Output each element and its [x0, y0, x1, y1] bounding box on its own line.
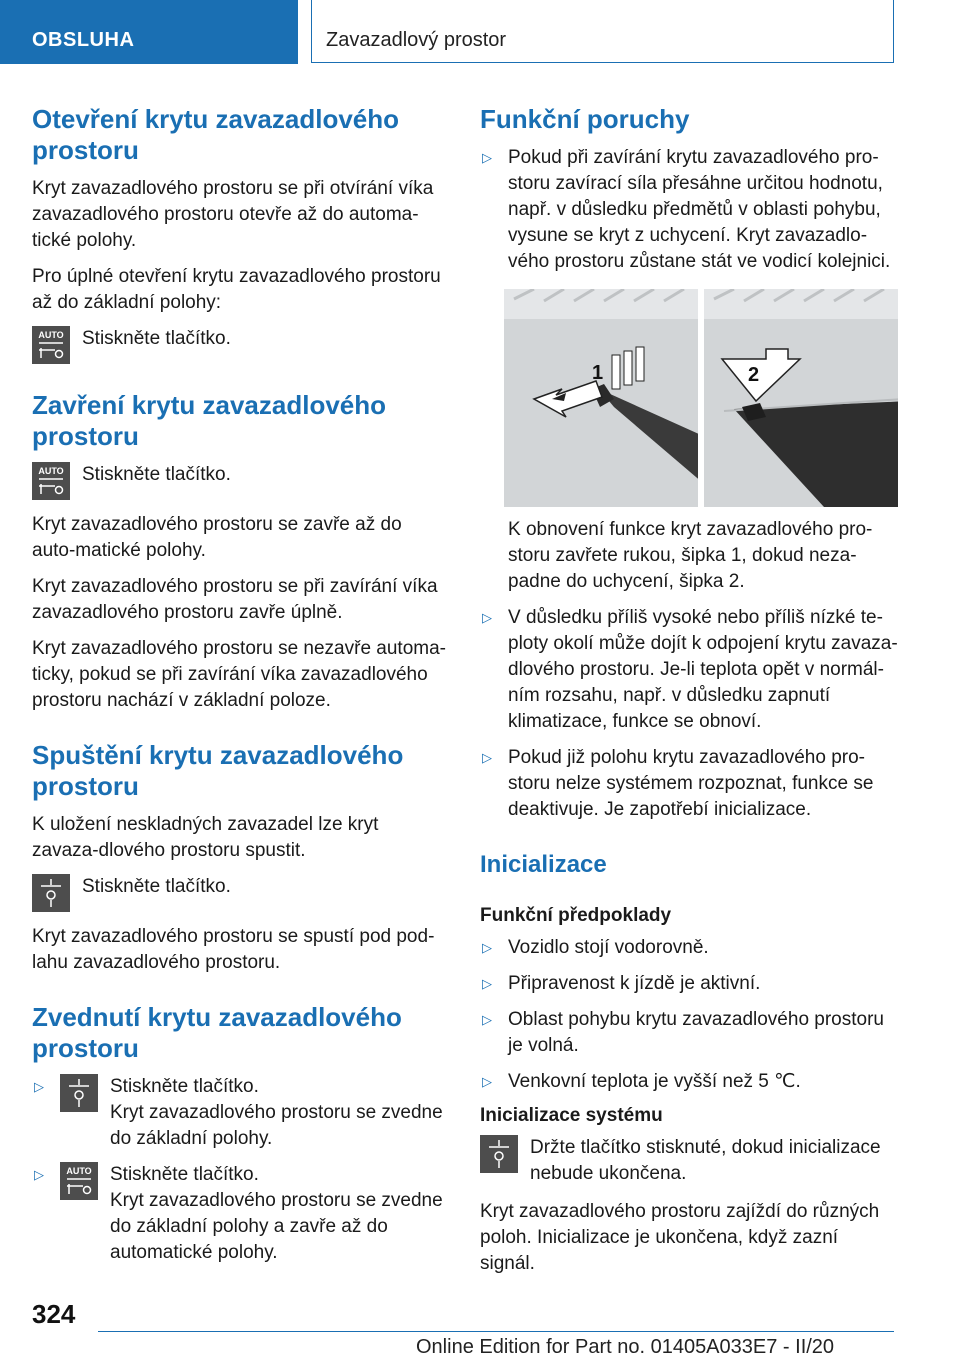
- button-instruction-text: Stiskněte tlačítko.: [110, 1076, 259, 1097]
- arrow-label-2: 2: [748, 364, 760, 386]
- bullet-triangle-icon: ▷: [482, 1012, 492, 1027]
- bullet-triangle-icon: ▷: [482, 750, 492, 765]
- paragraph: Pro úplné otevření krytu zavazadlového prostoru až do základní polohy:: [32, 266, 441, 313]
- auto-button-icon: [32, 326, 70, 364]
- svg-text:AUTO: AUTO: [66, 1166, 92, 1176]
- list-item: [480, 745, 898, 823]
- list-item-text: Oblast pohybu krytu zavazadlového prostoru je volná.: [508, 1009, 884, 1056]
- list-item-text: Kryt zavazadlového prostoru se zvedne do základní polohy.: [110, 1102, 443, 1149]
- section-title-open: Otevření krytu zavazadlového prostoru: [32, 104, 400, 165]
- bullet-triangle-icon: ▷: [482, 150, 492, 165]
- bullet-triangle-icon: ▷: [34, 1079, 44, 1094]
- list-item: [480, 971, 898, 997]
- button-instruction: [60, 1162, 446, 1266]
- bullet-triangle-icon: ▷: [482, 610, 492, 625]
- button-instruction-text: Stiskněte tlačítko.: [82, 876, 231, 897]
- footer-divider: [98, 1331, 894, 1332]
- prerequisites-list: [480, 935, 898, 1095]
- header-section-label: OBSLUHA: [32, 29, 135, 51]
- section-title-raise: Zvednutí krytu zavazadlového prostoru: [32, 1002, 402, 1063]
- malfunctions-list: [480, 145, 898, 823]
- button-instruction: [32, 874, 446, 912]
- list-item: [480, 605, 898, 735]
- paragraph: Kryt zavazadlového prostoru se zavře až do auto-matické polohy.: [32, 514, 402, 561]
- list-item: [480, 145, 898, 595]
- list-item-text: Kryt zavazadlového prostoru se zvedne do základní polohy a zavře až do automatické polohy.: [110, 1190, 443, 1263]
- subheading-system-init: Inicializace systému: [480, 1105, 663, 1126]
- lower-cover-button-icon: [480, 1135, 518, 1173]
- paragraph: K uložení neskladných zavazadel lze kryt zavaza-dlového prostoru spustit.: [32, 814, 379, 861]
- bullet-triangle-icon: ▷: [482, 976, 492, 991]
- arrow-label-1: 1: [592, 362, 604, 384]
- illustration-caption: K obnovení funkce kryt zavazadlového pro-storu zavřete rukou, šipka 1, dokud neza-padne do uchycení, šipka 2.: [508, 519, 873, 592]
- button-instruction: [480, 1135, 898, 1187]
- footer-edition: Online Edition for Part no. 01405A033E7 - II/20: [416, 1336, 835, 1358]
- section-title-malfunctions: Funkční poruchy: [480, 104, 690, 134]
- svg-text:AUTO: AUTO: [38, 330, 64, 340]
- paragraph: Kryt zavazadlového prostoru se při zavírání víka zavazadlového prostoru zavře úplně.: [32, 576, 438, 623]
- button-instruction: [32, 462, 446, 500]
- list-item: [32, 1074, 446, 1152]
- header-section-tab: [0, 0, 298, 64]
- bullet-triangle-icon: ▷: [482, 940, 492, 955]
- section-title-close: Zavření krytu zavazadlového prostoru: [32, 390, 387, 451]
- list-item: [480, 1069, 898, 1095]
- left-column: [32, 104, 446, 1276]
- subheading-prerequisites: Funkční předpoklady: [480, 905, 672, 926]
- header-chapter-box: [311, 0, 894, 63]
- paragraph: Kryt zavazadlového prostoru zajíždí do různých poloh. Inicializace je ukončena, když zazní signál.: [480, 1201, 880, 1274]
- list-item: [32, 1162, 446, 1266]
- list-item: [480, 1007, 898, 1059]
- button-instruction-text: Držte tlačítko stisknuté, dokud inicializace nebude ukončena.: [530, 1137, 881, 1184]
- right-column: [480, 104, 898, 1287]
- paragraph: Kryt zavazadlového prostoru se při otvírání víka zavazadlového prostoru otevře až do automa-tické polohy.: [32, 178, 434, 251]
- illustration: [504, 289, 898, 507]
- bullet-triangle-icon: ▷: [482, 1074, 492, 1089]
- svg-text:AUTO: AUTO: [38, 466, 64, 476]
- lower-cover-button-icon: [60, 1074, 98, 1112]
- list-item-text: Připravenost k jízdě je aktivní.: [508, 973, 761, 994]
- lower-cover-button-icon: [32, 874, 70, 912]
- section-title-lower: Spuštění krytu zavazadlového prostoru: [32, 740, 404, 801]
- section-title-initialization: Inicializace: [480, 851, 607, 878]
- button-instruction-text: Stiskněte tlačítko.: [110, 1164, 259, 1185]
- auto-button-icon: [32, 462, 70, 500]
- button-instruction-text: Stiskněte tlačítko.: [82, 464, 231, 485]
- button-instruction: [60, 1074, 446, 1152]
- paragraph: Kryt zavazadlového prostoru se spustí pod pod-lahu zavazadlového prostoru.: [32, 926, 435, 973]
- list-item-text: Pokud při zavírání krytu zavazadlového pro-storu zavírací síla přesáhne určitou hodnotu, např. v důsledku předmětů v oblasti pohybu, vysune se kryt z uchycení. Kryt zavazadlo-vého prostoru zůstane stát ve vodicí kolejnici.: [508, 147, 891, 272]
- header-chapter-label: Zavazadlový prostor: [326, 29, 507, 51]
- list-item: [480, 935, 898, 961]
- list-item-text: V důsledku příliš vysoké nebo příliš nízké te-ploty okolí může dojít k odpojení krytu zavaza-dlového prostoru. Je-li teplota opět v normál-ním rozsahu, např. v důsledku zapnutí klimatizace, funkce se obnoví.: [508, 607, 898, 732]
- paragraph: Kryt zavazadlového prostoru se nezavře automa-ticky, pokud se při zavírání víka zavazadlového prostoru nachází v základní poloze.: [32, 638, 446, 711]
- bullet-triangle-icon: ▷: [34, 1167, 44, 1182]
- raise-steps-list: [32, 1074, 446, 1266]
- auto-button-icon: [60, 1162, 98, 1200]
- illustration-panel-2: [704, 289, 898, 507]
- button-instruction-text: Stiskněte tlačítko.: [82, 328, 231, 349]
- illustration-panel-1: [504, 289, 698, 507]
- page-number: 324: [32, 1299, 76, 1329]
- list-item-text: Venkovní teplota je vyšší než 5 ℃.: [508, 1071, 801, 1092]
- list-item-text: Pokud již polohu krytu zavazadlového pro-storu nelze systémem rozpoznat, funkce se deaktivuje. Je zapotřebí inicializace.: [508, 747, 874, 820]
- button-instruction: [32, 326, 446, 364]
- list-item-text: Vozidlo stojí vodorovně.: [508, 937, 709, 958]
